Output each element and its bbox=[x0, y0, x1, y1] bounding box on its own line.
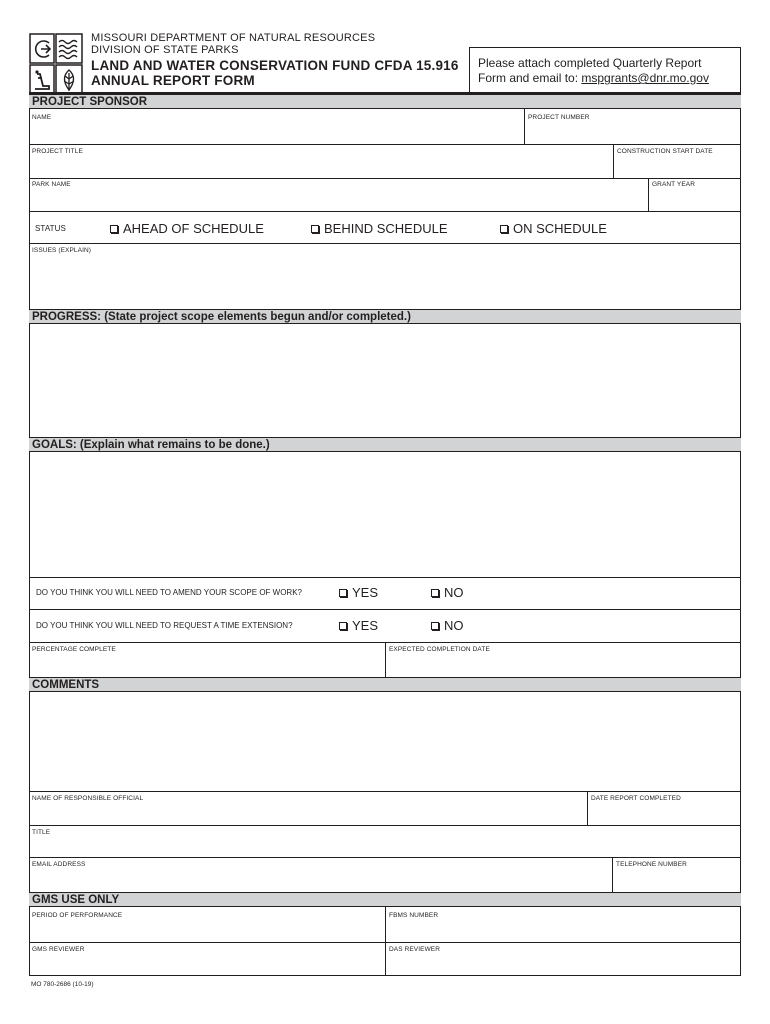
amend-yes-option[interactable]: YES bbox=[339, 585, 378, 600]
form-number: MO 780-2686 (10-19) bbox=[31, 981, 94, 988]
status-on-option[interactable]: ON SCHEDULE bbox=[500, 221, 607, 236]
instruction-line2: Form and email to: mspgrants@dnr.mo.gov bbox=[478, 71, 709, 85]
question-amend-scope: DO YOU THINK YOU WILL NEED TO AMEND YOUR SCOPE OF WORK? bbox=[36, 588, 302, 597]
label-date-report-completed: DATE REPORT COMPLETED bbox=[591, 795, 681, 802]
label-status: STATUS bbox=[35, 224, 66, 233]
label-das-reviewer: DAS REVIEWER bbox=[389, 946, 441, 953]
instruction-line1: Please attach completed Quarterly Report bbox=[478, 56, 702, 70]
status-ahead-option[interactable]: AHEAD OF SCHEDULE bbox=[110, 221, 264, 236]
dnr-logo bbox=[29, 33, 83, 95]
label-issues: ISSUES (EXPLAIN) bbox=[32, 247, 92, 254]
behind-checkbox[interactable] bbox=[311, 225, 319, 233]
label-telephone-number: TELEPHONE NUMBER bbox=[616, 861, 687, 868]
amend-yes-checkbox[interactable] bbox=[339, 589, 347, 597]
progress-textarea[interactable] bbox=[30, 325, 740, 437]
extension-yes-option[interactable]: YES bbox=[339, 618, 378, 633]
label-responsible-official: NAME OF RESPONSIBLE OFFICIAL bbox=[32, 795, 144, 802]
section-bar-comments: COMMENTS bbox=[29, 677, 741, 692]
label-title: TITLE bbox=[32, 829, 51, 836]
label-gms-reviewer: GMS REVIEWER bbox=[32, 946, 85, 953]
label-fbms-number: FBMS NUMBER bbox=[389, 912, 439, 919]
label-grant-year: GRANT YEAR bbox=[652, 181, 696, 188]
label-project-number: PROJECT NUMBER bbox=[528, 114, 590, 121]
label-email-address: EMAIL ADDRESS bbox=[32, 861, 86, 868]
question-time-extension: DO YOU THINK YOU WILL NEED TO REQUEST A TIME EXTENSION? bbox=[36, 621, 293, 630]
section-bar-progress: PROGRESS: (State project scope elements begun and/or completed.) bbox=[29, 309, 741, 324]
extension-yes-checkbox[interactable] bbox=[339, 622, 347, 630]
label-park-name: PARK NAME bbox=[32, 181, 71, 188]
label-period-of-performance: PERIOD OF PERFORMANCE bbox=[32, 912, 123, 919]
division-name: DIVISION OF STATE PARKS bbox=[91, 44, 239, 56]
on-schedule-checkbox[interactable] bbox=[500, 225, 508, 233]
department-name: MISSOURI DEPARTMENT OF NATURAL RESOURCES bbox=[91, 32, 376, 44]
status-behind-option[interactable]: BEHIND SCHEDULE bbox=[311, 221, 448, 236]
form-title-line1: LAND AND WATER CONSERVATION FUND CFDA 15.916 bbox=[91, 58, 459, 73]
form-title-line2: ANNUAL REPORT FORM bbox=[91, 73, 255, 88]
goals-textarea[interactable] bbox=[30, 453, 740, 577]
email-link[interactable]: mspgrants@dnr.mo.gov bbox=[581, 71, 709, 85]
label-construction-start: CONSTRUCTION START DATE bbox=[617, 148, 713, 155]
ahead-checkbox[interactable] bbox=[110, 225, 118, 233]
extension-no-option[interactable]: NO bbox=[431, 618, 464, 633]
section-bar-goals: GOALS: (Explain what remains to be done.) bbox=[29, 437, 741, 452]
comments-textarea[interactable] bbox=[30, 693, 740, 791]
label-expected-completion: EXPECTED COMPLETION DATE bbox=[389, 646, 490, 653]
amend-no-option[interactable]: NO bbox=[431, 585, 464, 600]
extension-no-checkbox[interactable] bbox=[431, 622, 439, 630]
section-bar-gms-use-only: GMS USE ONLY bbox=[29, 892, 741, 907]
amend-no-checkbox[interactable] bbox=[431, 589, 439, 597]
section-bar-project-sponsor: PROJECT SPONSOR bbox=[29, 94, 741, 109]
label-name: NAME bbox=[32, 114, 52, 121]
label-percentage-complete: PERCENTAGE COMPLETE bbox=[32, 646, 116, 653]
label-project-title: PROJECT TITLE bbox=[32, 148, 83, 155]
